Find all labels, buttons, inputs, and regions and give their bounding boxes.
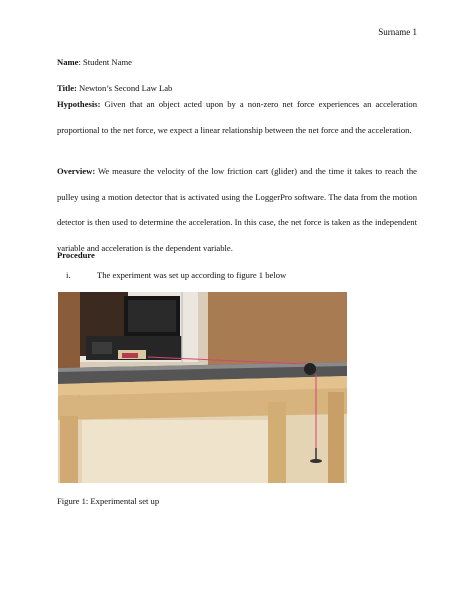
procedure-heading: Procedure (57, 250, 95, 260)
experiment-photo (58, 292, 347, 483)
overview-label: Overview: (57, 166, 96, 176)
title-value: Newton’s Second Law Lab (76, 83, 173, 93)
hypothesis-text: Given that an object acted upon by a non-zero net force experiences an acceleration proportional to the net force, we expect a linear relationship between the net force and the acceleration. (57, 99, 417, 135)
figure-caption: Figure 1: Experimental set up (57, 496, 160, 506)
hypothesis-paragraph (57, 92, 417, 143)
running-head: Surname 1 (378, 27, 417, 37)
overview-text: We measure the velocity of the low friction cart (glider) and the time it takes to reach the pulley using a motion detector that is activated using the LoggerPro software. The data from the motion detector is then used to determine the acceleration. In this case, the net force is taken as the independent variable and acceleration is the dependent variable. (57, 166, 417, 253)
name-value: : Student Name (78, 57, 132, 67)
procedure-step (66, 270, 287, 280)
overview-paragraph (57, 159, 417, 261)
hypothesis-label: Hypothesis: (57, 99, 101, 109)
title-label: Title: (57, 83, 77, 93)
step-marker: i. (66, 270, 71, 280)
lab-setup-illustration (58, 292, 347, 483)
name-line (57, 57, 132, 67)
step-text: The experiment was set up according to figure 1 below (97, 270, 287, 280)
name-label: Name (57, 57, 79, 67)
